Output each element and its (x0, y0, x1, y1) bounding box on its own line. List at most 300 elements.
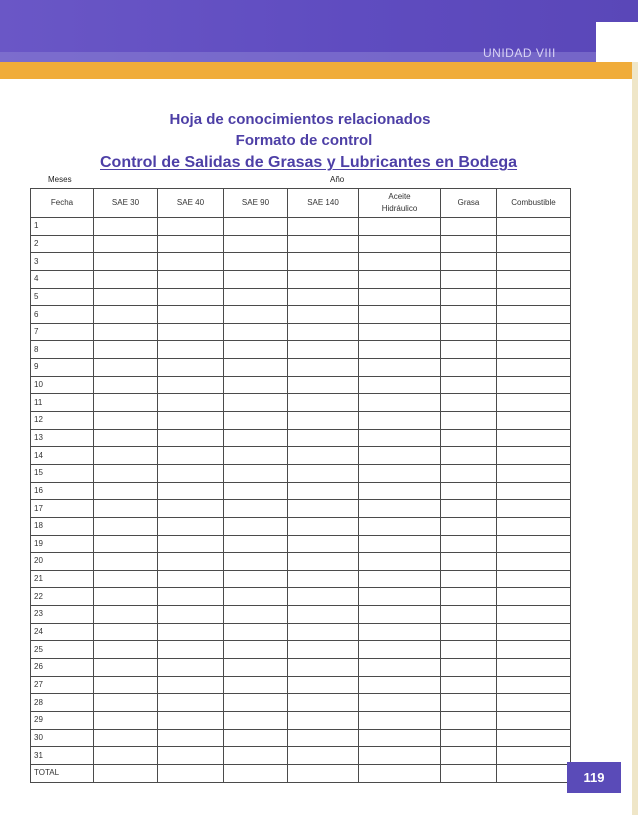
entry-cell[interactable] (158, 623, 224, 641)
row-label: 20 (31, 553, 94, 571)
row-label: 5 (31, 288, 94, 306)
entry-cell[interactable] (94, 641, 158, 659)
entry-cell[interactable] (158, 412, 224, 430)
entry-cell[interactable] (359, 394, 441, 412)
row-label: 29 (31, 711, 94, 729)
entry-cell[interactable] (224, 323, 288, 341)
entry-cell[interactable] (224, 235, 288, 253)
entry-cell[interactable] (94, 659, 158, 677)
entry-cell[interactable] (497, 535, 571, 553)
column-header: Grasa (441, 189, 497, 218)
entry-cell[interactable] (224, 535, 288, 553)
entry-cell[interactable] (497, 359, 571, 377)
entry-cell[interactable] (158, 288, 224, 306)
control-table (30, 188, 571, 783)
anio-label: Año (330, 175, 345, 184)
table-row (31, 659, 571, 677)
entry-cell[interactable] (497, 623, 571, 641)
entry-cell[interactable] (497, 270, 571, 288)
entry-cell[interactable] (441, 553, 497, 571)
entry-cell[interactable] (441, 659, 497, 677)
entry-cell[interactable] (288, 694, 359, 712)
entry-cell[interactable] (158, 659, 224, 677)
entry-cell[interactable] (359, 588, 441, 606)
entry-cell[interactable] (359, 359, 441, 377)
table-row (31, 376, 571, 394)
table-row (31, 235, 571, 253)
entry-cell[interactable] (441, 729, 497, 747)
unit-label: UNIDAD VIII (483, 46, 556, 60)
table-row (31, 270, 571, 288)
entry-cell[interactable] (359, 747, 441, 765)
entry-cell[interactable] (158, 553, 224, 571)
entry-cell[interactable] (224, 641, 288, 659)
entry-cell[interactable] (359, 306, 441, 324)
entry-cell[interactable] (158, 517, 224, 535)
entry-cell[interactable] (94, 711, 158, 729)
row-label: 25 (31, 641, 94, 659)
table-row (31, 341, 571, 359)
entry-cell[interactable] (359, 341, 441, 359)
entry-cell[interactable] (94, 606, 158, 624)
entry-cell[interactable] (288, 253, 359, 271)
table-row (31, 429, 571, 447)
entry-cell[interactable] (441, 359, 497, 377)
entry-cell[interactable] (158, 500, 224, 518)
entry-cell[interactable] (288, 500, 359, 518)
entry-cell[interactable] (359, 288, 441, 306)
page-number: 119 (567, 762, 621, 793)
entry-cell[interactable] (359, 694, 441, 712)
entry-cell[interactable] (359, 429, 441, 447)
entry-cell[interactable] (359, 764, 441, 782)
entry-cell[interactable] (359, 570, 441, 588)
entry-cell[interactable] (441, 606, 497, 624)
entry-cell[interactable] (288, 218, 359, 236)
row-label: 15 (31, 464, 94, 482)
entry-cell[interactable] (94, 482, 158, 500)
entry-cell[interactable] (158, 235, 224, 253)
entry-cell[interactable] (94, 235, 158, 253)
entry-cell[interactable] (288, 606, 359, 624)
table-row (31, 606, 571, 624)
entry-cell[interactable] (288, 270, 359, 288)
row-label: 3 (31, 253, 94, 271)
entry-cell[interactable] (224, 500, 288, 518)
entry-cell[interactable] (94, 270, 158, 288)
form-title: Control de Salidas de Grasas y Lubricantes en Bodega (100, 154, 518, 171)
row-label: 14 (31, 447, 94, 465)
row-label: 30 (31, 729, 94, 747)
entry-cell[interactable] (497, 729, 571, 747)
entry-cell[interactable] (497, 288, 571, 306)
entry-cell[interactable] (441, 517, 497, 535)
entry-cell[interactable] (497, 429, 571, 447)
entry-cell[interactable] (288, 288, 359, 306)
entry-cell[interactable] (288, 447, 359, 465)
table-row (31, 253, 571, 271)
entry-cell[interactable] (497, 641, 571, 659)
entry-cell[interactable] (94, 306, 158, 324)
entry-cell[interactable] (441, 306, 497, 324)
entry-cell[interactable] (94, 218, 158, 236)
entry-cell[interactable] (359, 659, 441, 677)
entry-cell[interactable] (158, 482, 224, 500)
entry-cell[interactable] (359, 412, 441, 430)
table-row (31, 729, 571, 747)
page-edge-strip (632, 62, 638, 815)
meses-label: Meses (48, 175, 72, 184)
entry-cell[interactable] (441, 747, 497, 765)
entry-cell[interactable] (359, 623, 441, 641)
entry-cell[interactable] (497, 553, 571, 571)
entry-cell[interactable] (497, 482, 571, 500)
entry-cell[interactable] (224, 412, 288, 430)
entry-cell[interactable] (288, 429, 359, 447)
entry-cell[interactable] (497, 747, 571, 765)
entry-cell[interactable] (441, 394, 497, 412)
entry-cell[interactable] (359, 500, 441, 518)
entry-cell[interactable] (497, 570, 571, 588)
accent-band (0, 62, 638, 79)
entry-cell[interactable] (224, 394, 288, 412)
row-label: 1 (31, 218, 94, 236)
entry-cell[interactable] (288, 570, 359, 588)
entry-cell[interactable] (497, 588, 571, 606)
entry-cell[interactable] (441, 482, 497, 500)
table-row (31, 641, 571, 659)
entry-cell[interactable] (497, 764, 571, 782)
entry-cell[interactable] (224, 429, 288, 447)
entry-cell[interactable] (359, 270, 441, 288)
entry-cell[interactable] (497, 376, 571, 394)
row-label: 16 (31, 482, 94, 500)
entry-cell[interactable] (497, 694, 571, 712)
entry-cell[interactable] (224, 253, 288, 271)
entry-cell[interactable] (288, 359, 359, 377)
entry-cell[interactable] (497, 659, 571, 677)
column-header: SAE 30 (94, 189, 158, 218)
entry-cell[interactable] (94, 623, 158, 641)
table-row (31, 482, 571, 500)
entry-cell[interactable] (224, 606, 288, 624)
entry-cell[interactable] (158, 394, 224, 412)
row-label: 9 (31, 359, 94, 377)
entry-cell[interactable] (359, 676, 441, 694)
entry-cell[interactable] (158, 253, 224, 271)
entry-cell[interactable] (359, 253, 441, 271)
header-notch (596, 22, 638, 62)
entry-cell[interactable] (441, 323, 497, 341)
entry-cell[interactable] (288, 323, 359, 341)
entry-cell[interactable] (94, 341, 158, 359)
entry-cell[interactable] (441, 641, 497, 659)
entry-cell[interactable] (94, 447, 158, 465)
entry-cell[interactable] (158, 711, 224, 729)
entry-cell[interactable] (441, 676, 497, 694)
entry-cell[interactable] (158, 429, 224, 447)
entry-cell[interactable] (288, 464, 359, 482)
entry-cell[interactable] (359, 482, 441, 500)
entry-cell[interactable] (158, 747, 224, 765)
entry-cell[interactable] (158, 464, 224, 482)
entry-cell[interactable] (288, 711, 359, 729)
entry-cell[interactable] (359, 218, 441, 236)
entry-cell[interactable] (441, 447, 497, 465)
entry-cell[interactable] (497, 517, 571, 535)
entry-cell[interactable] (224, 729, 288, 747)
row-label: 21 (31, 570, 94, 588)
entry-cell[interactable] (158, 270, 224, 288)
table-row (31, 447, 571, 465)
entry-cell[interactable] (288, 676, 359, 694)
entry-cell[interactable] (359, 641, 441, 659)
entry-cell[interactable] (441, 218, 497, 236)
entry-cell[interactable] (158, 306, 224, 324)
entry-cell[interactable] (224, 306, 288, 324)
entry-cell[interactable] (94, 429, 158, 447)
entry-cell[interactable] (224, 588, 288, 606)
entry-cell[interactable] (158, 676, 224, 694)
table-row (31, 412, 571, 430)
table-row (31, 623, 571, 641)
entry-cell[interactable] (224, 764, 288, 782)
entry-cell[interactable] (441, 253, 497, 271)
entry-cell[interactable] (288, 341, 359, 359)
entry-cell[interactable] (441, 570, 497, 588)
row-label: 23 (31, 606, 94, 624)
row-label: 24 (31, 623, 94, 641)
entry-cell[interactable] (288, 623, 359, 641)
entry-cell[interactable] (158, 588, 224, 606)
entry-cell[interactable] (94, 500, 158, 518)
entry-cell[interactable] (441, 412, 497, 430)
entry-cell[interactable] (158, 694, 224, 712)
entry-cell[interactable] (224, 623, 288, 641)
entry-cell[interactable] (441, 270, 497, 288)
entry-cell[interactable] (224, 341, 288, 359)
table-row (31, 535, 571, 553)
entry-cell[interactable] (441, 341, 497, 359)
entry-cell[interactable] (497, 341, 571, 359)
entry-cell[interactable] (94, 376, 158, 394)
row-label: 6 (31, 306, 94, 324)
entry-cell[interactable] (441, 464, 497, 482)
column-header: Fecha (31, 189, 94, 218)
entry-cell[interactable] (359, 729, 441, 747)
entry-cell[interactable] (224, 694, 288, 712)
entry-cell[interactable] (94, 412, 158, 430)
entry-cell[interactable] (497, 218, 571, 236)
column-header: SAE 140 (288, 189, 359, 218)
entry-cell[interactable] (94, 394, 158, 412)
entry-cell[interactable] (224, 464, 288, 482)
entry-cell[interactable] (94, 553, 158, 571)
entry-cell[interactable] (158, 376, 224, 394)
table-row (31, 747, 571, 765)
entry-cell[interactable] (441, 711, 497, 729)
table-row (31, 323, 571, 341)
row-label: 12 (31, 412, 94, 430)
entry-cell[interactable] (441, 764, 497, 782)
entry-cell[interactable] (288, 517, 359, 535)
entry-cell[interactable] (288, 535, 359, 553)
table-row (31, 517, 571, 535)
row-label: 17 (31, 500, 94, 518)
entry-cell[interactable] (288, 306, 359, 324)
entry-cell[interactable] (441, 623, 497, 641)
entry-cell[interactable] (224, 553, 288, 571)
entry-cell[interactable] (94, 323, 158, 341)
entry-cell[interactable] (441, 235, 497, 253)
table-row (31, 553, 571, 571)
entry-cell[interactable] (94, 359, 158, 377)
entry-cell[interactable] (94, 729, 158, 747)
entry-cell[interactable] (224, 711, 288, 729)
entry-cell[interactable] (94, 747, 158, 765)
entry-cell[interactable] (359, 323, 441, 341)
entry-cell[interactable] (497, 606, 571, 624)
entry-cell[interactable] (288, 376, 359, 394)
entry-cell[interactable] (359, 464, 441, 482)
table-row (31, 676, 571, 694)
row-label: 2 (31, 235, 94, 253)
entry-cell[interactable] (288, 588, 359, 606)
entry-cell[interactable] (288, 553, 359, 571)
entry-cell[interactable] (288, 764, 359, 782)
entry-cell[interactable] (224, 288, 288, 306)
entry-cell[interactable] (94, 253, 158, 271)
entry-cell[interactable] (94, 535, 158, 553)
entry-cell[interactable] (224, 659, 288, 677)
row-label: 27 (31, 676, 94, 694)
entry-cell[interactable] (94, 517, 158, 535)
entry-cell[interactable] (158, 341, 224, 359)
entry-cell[interactable] (224, 270, 288, 288)
entry-cell[interactable] (288, 747, 359, 765)
entry-cell[interactable] (94, 694, 158, 712)
entry-cell[interactable] (497, 676, 571, 694)
entry-cell[interactable] (288, 394, 359, 412)
table-row (31, 500, 571, 518)
table-row (31, 764, 571, 782)
entry-cell[interactable] (158, 729, 224, 747)
entry-cell[interactable] (158, 323, 224, 341)
entry-cell[interactable] (359, 535, 441, 553)
entry-cell[interactable] (497, 711, 571, 729)
entry-cell[interactable] (359, 606, 441, 624)
entry-cell[interactable] (224, 447, 288, 465)
column-header: Aceite Hidráulico (359, 189, 441, 218)
entry-cell[interactable] (497, 323, 571, 341)
entry-cell[interactable] (94, 570, 158, 588)
table-row (31, 588, 571, 606)
row-label: 28 (31, 694, 94, 712)
entry-cell[interactable] (359, 711, 441, 729)
entry-cell[interactable] (359, 553, 441, 571)
row-label: 22 (31, 588, 94, 606)
entry-cell[interactable] (224, 747, 288, 765)
entry-cell[interactable] (224, 676, 288, 694)
entry-cell[interactable] (359, 235, 441, 253)
entry-cell[interactable] (359, 517, 441, 535)
entry-cell[interactable] (497, 500, 571, 518)
entry-cell[interactable] (94, 464, 158, 482)
table-row (31, 359, 571, 377)
entry-cell[interactable] (288, 482, 359, 500)
row-label: 26 (31, 659, 94, 677)
entry-cell[interactable] (158, 764, 224, 782)
entry-cell[interactable] (94, 676, 158, 694)
entry-cell[interactable] (158, 570, 224, 588)
entry-cell[interactable] (158, 535, 224, 553)
entry-cell[interactable] (224, 376, 288, 394)
entry-cell[interactable] (359, 447, 441, 465)
table-row (31, 711, 571, 729)
entry-cell[interactable] (359, 376, 441, 394)
row-label: 11 (31, 394, 94, 412)
table-row (31, 218, 571, 236)
entry-cell[interactable] (497, 235, 571, 253)
entry-cell[interactable] (441, 694, 497, 712)
entry-cell[interactable] (158, 359, 224, 377)
row-label: 8 (31, 341, 94, 359)
row-label: 18 (31, 517, 94, 535)
entry-cell[interactable] (288, 729, 359, 747)
table-row (31, 464, 571, 482)
row-label: 31 (31, 747, 94, 765)
table-row (31, 570, 571, 588)
entry-cell[interactable] (158, 606, 224, 624)
entry-cell[interactable] (497, 447, 571, 465)
entry-cell[interactable] (288, 235, 359, 253)
entry-cell[interactable] (224, 482, 288, 500)
entry-cell[interactable] (224, 517, 288, 535)
entry-cell[interactable] (224, 570, 288, 588)
entry-cell[interactable] (158, 641, 224, 659)
row-label: 13 (31, 429, 94, 447)
entry-cell[interactable] (158, 218, 224, 236)
entry-cell[interactable] (94, 588, 158, 606)
table-row (31, 694, 571, 712)
entry-cell[interactable] (497, 253, 571, 271)
table-row (31, 306, 571, 324)
entry-cell[interactable] (497, 464, 571, 482)
row-label: 7 (31, 323, 94, 341)
entry-cell[interactable] (94, 764, 158, 782)
page-subtitle: Formato de control (235, 132, 373, 149)
entry-cell[interactable] (288, 641, 359, 659)
entry-cell[interactable] (94, 288, 158, 306)
entry-cell[interactable] (497, 412, 571, 430)
row-label: 10 (31, 376, 94, 394)
entry-cell[interactable] (288, 412, 359, 430)
table-header-row (31, 189, 571, 218)
entry-cell[interactable] (441, 376, 497, 394)
entry-cell[interactable] (288, 659, 359, 677)
table-row (31, 288, 571, 306)
entry-cell[interactable] (158, 447, 224, 465)
entry-cell[interactable] (441, 535, 497, 553)
entry-cell[interactable] (441, 429, 497, 447)
entry-cell[interactable] (224, 359, 288, 377)
entry-cell[interactable] (441, 588, 497, 606)
entry-cell[interactable] (224, 218, 288, 236)
entry-cell[interactable] (497, 306, 571, 324)
entry-cell[interactable] (497, 394, 571, 412)
entry-cell[interactable] (441, 288, 497, 306)
entry-cell[interactable] (441, 500, 497, 518)
